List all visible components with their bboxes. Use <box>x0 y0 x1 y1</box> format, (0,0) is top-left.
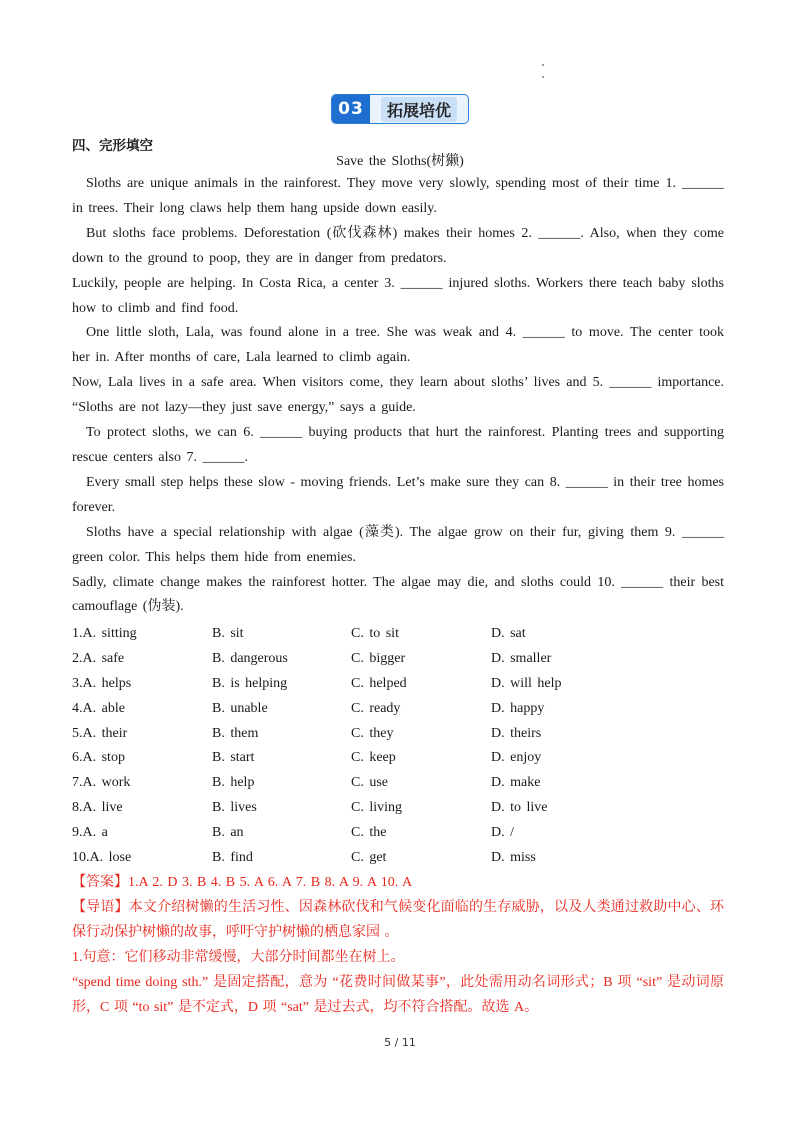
option-row <box>72 647 724 672</box>
guide-label: 【导语】 <box>72 899 129 915</box>
option-b: B. unable <box>212 700 268 716</box>
option-b: B. find <box>212 850 253 866</box>
section-badge <box>331 94 469 124</box>
option-c: C. keep <box>351 750 396 766</box>
passage <box>72 172 724 620</box>
badge-label: 拓展培优 <box>381 97 457 122</box>
explanation-q1: 1.句意：它们移动非常缓慢，大部分时间都坐在树上。 <box>72 950 405 965</box>
options-list <box>72 622 724 871</box>
option-a: 3.A. helps <box>72 675 132 691</box>
option-c: C. bigger <box>351 650 406 666</box>
passage-paragraph: Sloths are unique animals in the rainforest. They move very slowly, spending most of their time 1. ______ in trees. Their long claws help them hang upside down easily. <box>72 176 724 216</box>
option-d: D. theirs <box>491 725 542 741</box>
passage-paragraph: One little sloth, Lala, was found alone in a tree. She was weak and 4. ______ to move. The center took her in. After months of care, Lala learned to climb again. <box>72 325 724 366</box>
option-b: B. lives <box>212 800 257 816</box>
explanation-detail: “spend time doing sth.” 是固定搭配，意为 “花费时间做某事”，此处需用动名词形式；B 项 “sit” 是动词原形，C 项 “to sit” 是不定式，D 项 “sat” 是过去式，均不符合搭配。故选 A。 <box>72 975 724 1015</box>
option-row <box>72 722 724 747</box>
passage-paragraph: But sloths face problems. Deforestation (砍伐森林) makes their homes 2. ______. Also, when they come down to the ground to poop, they are in danger from predators. <box>72 225 724 266</box>
option-b: B. start <box>212 750 255 766</box>
option-row <box>72 622 724 647</box>
option-c: C. get <box>351 850 387 866</box>
option-a: 4.A. able <box>72 700 125 716</box>
decorative-dots <box>541 64 545 86</box>
section-heading: 四、完形填空 <box>72 138 153 154</box>
option-a: 9.A. a <box>72 825 108 841</box>
passage-paragraph: Luckily, people are helping. In Costa Rica, a center 3. ______ injured sloths. Workers there teach baby sloths how to climb and find food. <box>72 275 724 316</box>
passage-title: Save the Sloths(树獭) <box>336 154 464 169</box>
passage-paragraph: Sadly, climate change makes the rainforest hotter. The algae may die, and sloths could 10. ______ their best camouflage (伪装). <box>72 574 724 615</box>
option-c: C. helped <box>351 675 407 691</box>
option-d: D. happy <box>491 700 545 716</box>
answer-line <box>72 870 724 895</box>
option-row <box>72 821 724 846</box>
option-d: D. / <box>491 825 514 841</box>
option-a: 6.A. stop <box>72 750 125 766</box>
option-b: B. dangerous <box>212 650 288 666</box>
answer-text: 1.A 2. D 3. B 4. B 5. A 6. A 7. B 8. A 9. A 10. A <box>128 875 413 890</box>
option-d: D. sat <box>491 626 526 641</box>
option-d: D. enjoy <box>491 750 542 766</box>
passage-paragraph: Sloths have a special relationship with algae (藻类). The algae grow on their fur, giving them 9. ______ green color. This helps them hide from enemies. <box>72 524 724 565</box>
passage-paragraph: Now, Lala lives in a safe area. When visitors come, they learn about sloths’ lives and 5. ______ importance. “Sloths are not lazy—they just save energy,” says a guide. <box>72 375 724 416</box>
option-c: C. to sit <box>351 626 399 641</box>
option-c: C. ready <box>351 700 401 716</box>
option-c: C. they <box>351 725 394 741</box>
answer-label: 【答案】 <box>72 874 128 890</box>
option-a: 2.A. safe <box>72 650 125 666</box>
option-b: B. an <box>212 825 244 841</box>
option-row <box>72 746 724 771</box>
option-b: B. them <box>212 725 259 741</box>
option-row <box>72 771 724 796</box>
option-row <box>72 846 724 871</box>
option-row <box>72 796 724 821</box>
option-a: 1.A. sitting <box>72 626 137 641</box>
answer-section <box>72 870 724 1020</box>
option-b: B. help <box>212 775 255 791</box>
option-a: 8.A. live <box>72 800 123 816</box>
page-number: 5 / 11 <box>384 1036 416 1049</box>
passage-paragraph: To protect sloths, we can 6. ______ buying products that hurt the rainforest. Planting trees and supporting rescue centers also 7. ______. <box>72 425 724 465</box>
option-b: B. sit <box>212 626 244 641</box>
guide-text: 本文介绍树懒的生活习性、因森林砍伐和气候变化面临的生存威胁，以及人类通过救助中心、环保行动保护树懒的故事，呼吁守护树懒的栖息家园 。 <box>72 900 725 940</box>
option-a: 10.A. lose <box>72 850 132 866</box>
option-d: D. to live <box>491 800 548 816</box>
option-row <box>72 672 724 697</box>
option-c: C. the <box>351 825 387 841</box>
option-d: D. smaller <box>491 650 552 666</box>
option-a: 7.A. work <box>72 775 131 791</box>
option-a: 5.A. their <box>72 725 128 741</box>
badge-number: 03 <box>332 95 370 123</box>
option-b: B. is helping <box>212 675 288 691</box>
passage-paragraph: Every small step helps these slow - moving friends. Let’s make sure they can 8. ______ in their tree homes forever. <box>72 474 724 515</box>
option-row <box>72 697 724 722</box>
option-c: C. use <box>351 775 388 791</box>
option-d: D. will help <box>491 675 562 691</box>
option-d: D. make <box>491 775 541 791</box>
guide-paragraph <box>72 895 724 945</box>
option-d: D. miss <box>491 850 536 866</box>
option-c: C. living <box>351 800 403 816</box>
